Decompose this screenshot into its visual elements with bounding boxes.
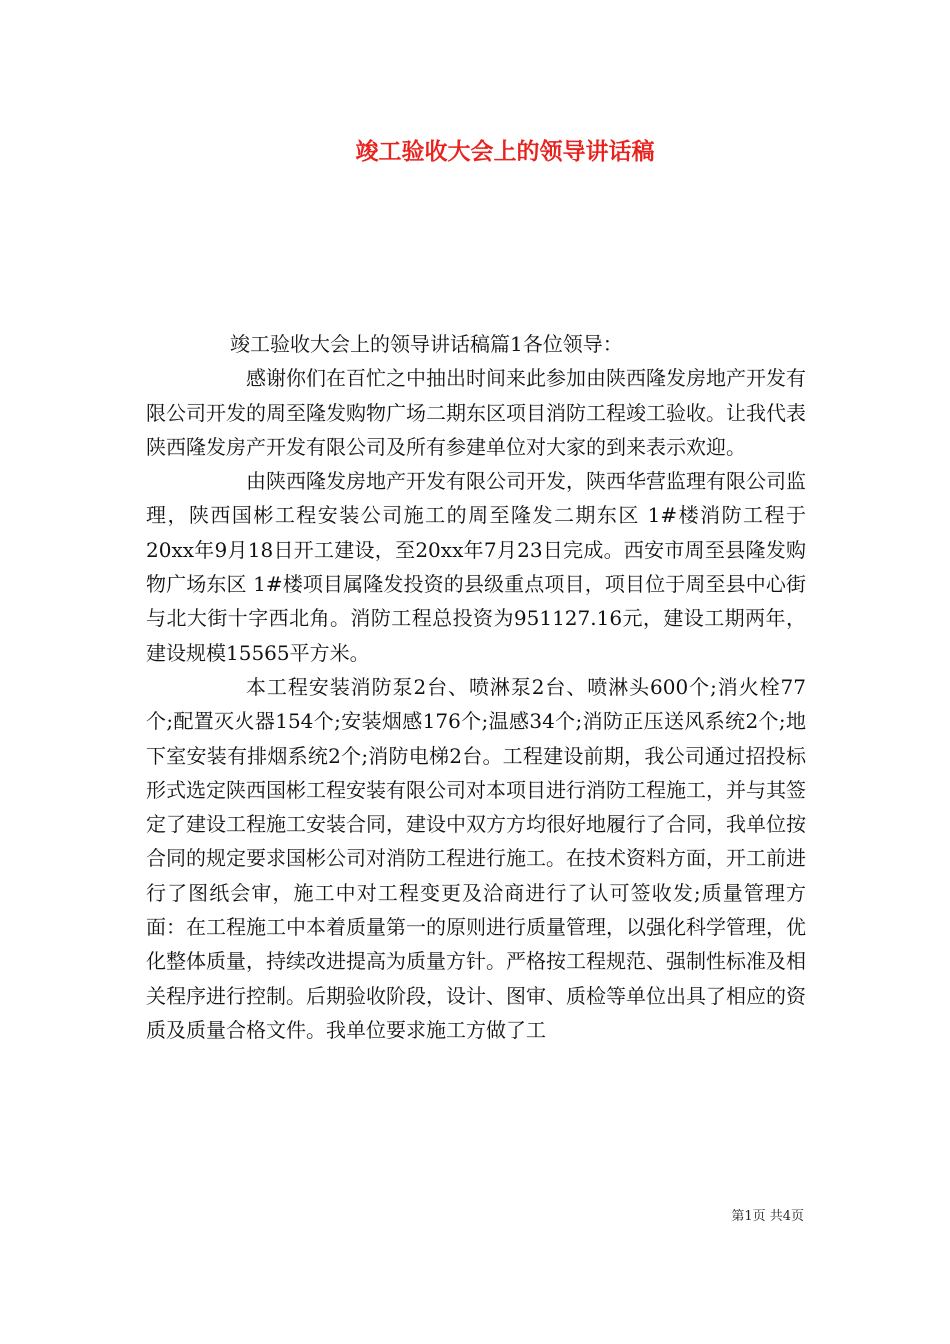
paragraph-welcome: 感谢你们在百忙之中抽出时间来此参加由陕西隆发房地产开发有限公司开发的周至隆发购物广场二期东区项目消防工程竣工验收。让我代表陕西隆发房产开发有限公司及所有参建单位对大家的到来表示欢迎。 (146, 366, 806, 459)
paragraph-intro: 竣工验收大会上的领导讲话稿篇1各位领导： (230, 332, 623, 356)
document-body (146, 327, 806, 1047)
document-title: 竣工验收大会上的领导讲话稿 (355, 138, 655, 165)
paragraph-project-overview: 由陕西隆发房地产开发有限公司开发，陕西华营监理有限公司监理，陕西国彬工程安装公司施工的周至隆发二期东区 1#楼消防工程于20xx年9月18日开工建设，至20xx年7月23日完成。西安市周至县隆发购物广场东区 1#楼项目属隆发投资的县级重点项目，项目位于周至县中心街与北大街十字西北角。消防工程总投资为951127.16元，建设工期两年，建设规模15565平方米。 (146, 469, 806, 665)
paragraph-construction-details: 本工程安装消防泵2台、喷淋泵2台、喷淋头600个;消火栓77个;配置灭火器154个;安装烟感176个;温感34个;消防正压送风系统2个;地下室安装有排烟系统2个;消防电梯2台。工程建设前期，我公司通过招投标形式选定陕西国彬工程安装有限公司对本项目进行消防工程施工，并与其签定了建设工程施工安装合同，建设中双方方均很好地履行了合同，我单位按合同的规定要求国彬公司对消防工程进行施工。在技术资料方面，开工前进行了图纸会审，施工中对工程变更及洽商进行了认可签收发;质量管理方面：在工程施工中本着质量第一的原则进行质量管理，以强化科学管理，优化整体质量，持续改进提高为质量方针。严格按工程规范、强制性标准及相关程序进行控制。后期验收阶段，设计、图审、质检等单位出具了相应的资质及质量合格文件。我单位要求施工方做了工 (146, 674, 806, 1042)
page-number-footer: 第1页 共4页 (731, 1209, 804, 1224)
